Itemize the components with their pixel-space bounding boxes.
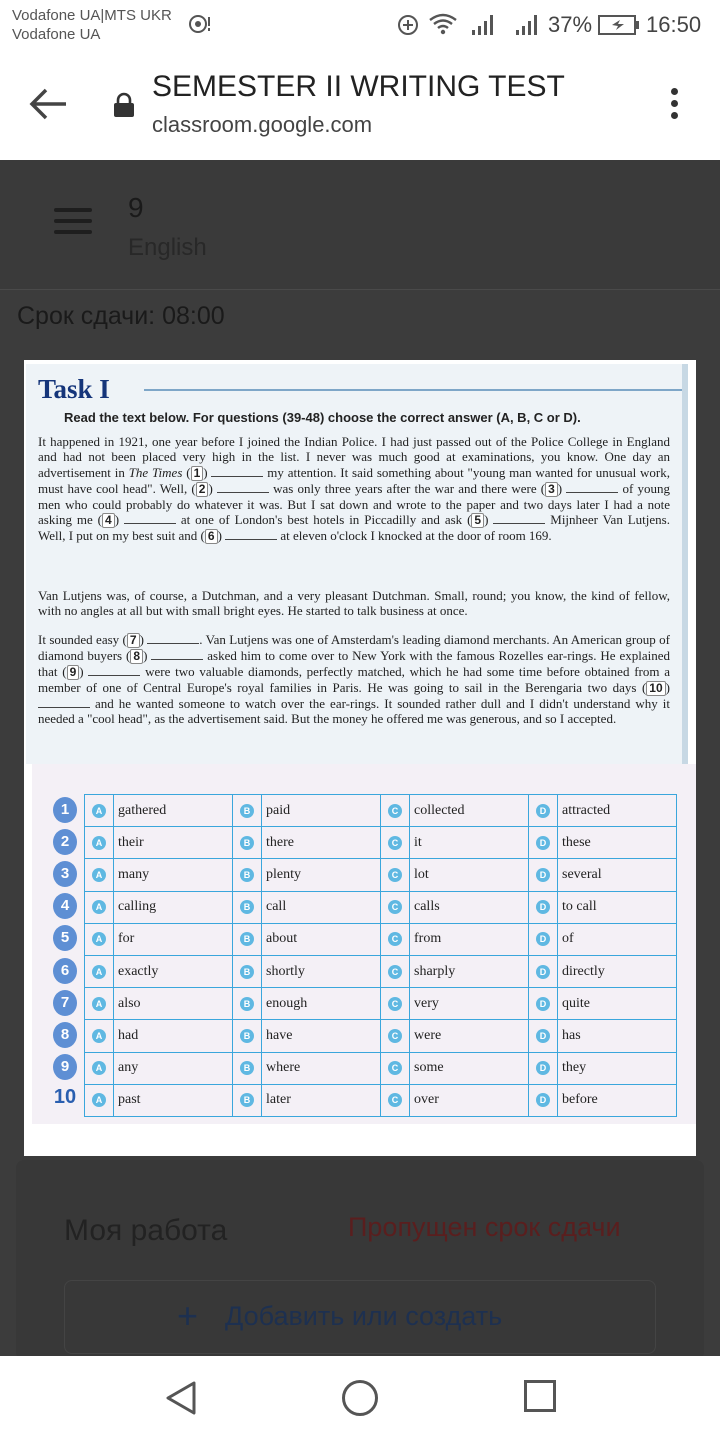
option-letter-badge: D xyxy=(536,868,550,882)
option-letter-badge: C xyxy=(388,836,402,850)
option-letter xyxy=(381,923,410,955)
option-letter xyxy=(381,1052,410,1084)
option-letter-badge: C xyxy=(388,1093,402,1107)
nav-recents-icon[interactable] xyxy=(524,1380,556,1412)
classroom-header xyxy=(0,160,720,290)
battery-percent: 37% xyxy=(548,12,593,37)
class-subject: English xyxy=(128,234,207,261)
option-letter-badge: A xyxy=(92,836,106,850)
plus-icon: + xyxy=(177,1295,199,1336)
status-bar xyxy=(0,0,720,50)
table-row xyxy=(85,1084,677,1116)
option-letter-badge: B xyxy=(240,965,254,979)
option-letter xyxy=(529,1084,558,1116)
option-text: paid xyxy=(262,795,381,827)
gap-number: 8 xyxy=(130,649,143,664)
answer-options-table xyxy=(32,764,696,1124)
option-text: collected xyxy=(410,795,529,827)
option-letter xyxy=(381,955,410,987)
option-letter-badge: B xyxy=(240,836,254,850)
table-row xyxy=(85,827,677,859)
question-number: 10 xyxy=(53,1086,77,1108)
option-text: for xyxy=(114,923,233,955)
add-or-create-label: Добавить или создать xyxy=(225,1301,503,1331)
option-text: before xyxy=(558,1084,677,1116)
option-letter-badge: C xyxy=(388,868,402,882)
question-number: 4 xyxy=(53,893,77,919)
option-text: directly xyxy=(558,955,677,987)
option-letter xyxy=(529,955,558,987)
gap-number: 1 xyxy=(191,466,204,481)
table-row xyxy=(85,988,677,1020)
option-text: several xyxy=(558,859,677,891)
option-letter xyxy=(85,923,114,955)
option-letter xyxy=(85,1052,114,1084)
nav-back-icon[interactable] xyxy=(164,1380,198,1416)
my-work-label: Моя работа xyxy=(64,1214,228,1247)
option-letter xyxy=(381,827,410,859)
question-number: 6 xyxy=(53,958,77,984)
gap-number: 4 xyxy=(102,513,115,528)
option-letter xyxy=(381,1084,410,1116)
option-letter xyxy=(529,923,558,955)
option-letter-badge: B xyxy=(240,868,254,882)
option-letter-badge: D xyxy=(536,997,550,1011)
gap-number: 2 xyxy=(196,482,209,497)
question-number: 1 xyxy=(53,797,77,823)
clock: 16:50 xyxy=(646,12,702,37)
task-text-page xyxy=(26,364,688,764)
option-letter xyxy=(85,891,114,923)
system-nav-bar xyxy=(0,1356,720,1440)
option-letter-badge: D xyxy=(536,900,550,914)
option-letter-badge: B xyxy=(240,1029,254,1043)
option-letter-badge: A xyxy=(92,1061,106,1075)
option-letter xyxy=(233,891,262,923)
option-letter-badge: C xyxy=(388,1061,402,1075)
data-saver-icon xyxy=(396,13,420,37)
option-letter xyxy=(233,988,262,1020)
option-text: some xyxy=(410,1052,529,1084)
option-letter-badge: A xyxy=(92,932,106,946)
paragraph-1: It happened in 1921, one year before I joined the Indian Police. I had just passed out of the Police College in England and had not been placed very high in the list. I never was much good at examinations, you know. One day an advertisement in The Times ( 1 ) my attention. It said something about "young man wanted for unusual work, must have cool head". Well, ( 2 ) was only three years after the war and there were ( 3 ) of young men who could probably do whatever it was. But I sat down and wrote to the paper and two days later I had a note asking me ( 4 ) at one of London's best hotels in Piccadilly and ask ( 5 ) Mijnheer Van Lutjens. Well, I put on my best suit and ( 6 ) at eleven o'clock I knocked at the door of room 169. xyxy=(38,434,671,543)
option-letter xyxy=(85,827,114,859)
signal-icon-2 xyxy=(514,12,542,36)
option-text: calls xyxy=(410,891,529,923)
carrier-line-2: Vodafone UA xyxy=(12,26,101,43)
option-text: later xyxy=(262,1084,381,1116)
battery-icon xyxy=(598,14,640,36)
question-number: 8 xyxy=(53,1022,77,1048)
option-text: have xyxy=(262,1020,381,1052)
question-number: 5 xyxy=(53,925,77,951)
option-text: calling xyxy=(114,891,233,923)
add-or-create-button[interactable] xyxy=(64,1280,656,1354)
wifi-icon xyxy=(428,12,458,36)
option-letter xyxy=(233,827,262,859)
option-letter xyxy=(85,795,114,827)
option-text: of xyxy=(558,923,677,955)
option-letter-badge: B xyxy=(240,997,254,1011)
option-text: these xyxy=(558,827,677,859)
option-text: gathered xyxy=(114,795,233,827)
option-text: it xyxy=(410,827,529,859)
option-text: attracted xyxy=(558,795,677,827)
option-letter xyxy=(233,923,262,955)
option-letter xyxy=(529,1052,558,1084)
due-date: Срок сдачи: 08:00 xyxy=(17,302,225,330)
option-letter xyxy=(381,1020,410,1052)
attachment-image[interactable] xyxy=(24,360,696,1156)
option-letter-badge: A xyxy=(92,1093,106,1107)
gap-number: 7 xyxy=(127,633,140,648)
paragraph-3: It sounded easy ( 7 ) . Van Lutjens was one of Amsterdam's leading diamond merchants. An American group of diamond buyers ( 8 ) asked him to come over to New York with the famous Rozelles ear-rings. He explained that ( 9 ) were two valuable diamonds, perfectly matched, which he had some time before obtained from a member of one of Central Europe's royal families in Paris. He was going to sail in the Berengaria two days ( 10 ) and he wanted someone to watch over the ear-rings. It sounded rather dull and I didn't understand why it needed a "cool head", as the advertisement said. But the money he offered me was generous, and so I accepted. xyxy=(38,632,670,727)
option-text: from xyxy=(410,923,529,955)
browser-toolbar xyxy=(0,50,720,160)
missed-status: Пропущен срок сдачи xyxy=(348,1212,621,1242)
option-text: shortly xyxy=(262,955,381,987)
option-letter xyxy=(85,988,114,1020)
option-letter-badge: D xyxy=(536,965,550,979)
option-letter xyxy=(85,1084,114,1116)
table-row xyxy=(85,1052,677,1084)
option-text: many xyxy=(114,859,233,891)
option-letter xyxy=(233,1084,262,1116)
option-letter-badge: A xyxy=(92,997,106,1011)
nfc-icon xyxy=(188,13,212,35)
option-letter-badge: B xyxy=(240,1093,254,1107)
option-letter-badge: A xyxy=(92,900,106,914)
option-letter-badge: D xyxy=(536,804,550,818)
question-number: 7 xyxy=(53,990,77,1016)
option-letter xyxy=(233,1020,262,1052)
gap-number: 10 xyxy=(646,681,665,696)
option-text: exactly xyxy=(114,955,233,987)
question-number: 2 xyxy=(53,829,77,855)
table-row xyxy=(85,891,677,923)
option-letter xyxy=(85,859,114,891)
option-letter xyxy=(85,1020,114,1052)
table-row xyxy=(85,859,677,891)
option-text: has xyxy=(558,1020,677,1052)
option-text: quite xyxy=(558,988,677,1020)
option-letter-badge: A xyxy=(92,1029,106,1043)
option-text: where xyxy=(262,1052,381,1084)
option-letter-badge: A xyxy=(92,804,106,818)
question-number: 9 xyxy=(53,1054,77,1080)
option-letter-badge: A xyxy=(92,868,106,882)
hamburger-menu-icon[interactable] xyxy=(54,208,92,238)
option-text: plenty xyxy=(262,859,381,891)
option-letter-badge: D xyxy=(536,932,550,946)
option-text: call xyxy=(262,891,381,923)
option-letter-badge: D xyxy=(536,1061,550,1075)
option-letter-badge: C xyxy=(388,804,402,818)
table-row xyxy=(85,1020,677,1052)
option-letter-badge: D xyxy=(536,836,550,850)
lock-icon[interactable] xyxy=(112,92,136,118)
page-url[interactable]: classroom.google.com xyxy=(152,112,373,137)
option-text: also xyxy=(114,988,233,1020)
option-letter-badge: C xyxy=(388,932,402,946)
option-letter-badge: B xyxy=(240,1061,254,1075)
table-row xyxy=(85,923,677,955)
more-menu-icon[interactable] xyxy=(662,84,686,124)
option-text: past xyxy=(114,1084,233,1116)
question-number: 3 xyxy=(53,861,77,887)
gap-number: 3 xyxy=(545,482,558,497)
option-letter xyxy=(381,891,410,923)
option-text: about xyxy=(262,923,381,955)
option-text: were xyxy=(410,1020,529,1052)
carrier-info xyxy=(12,6,172,44)
options-grid xyxy=(84,794,677,1117)
option-letter xyxy=(381,988,410,1020)
option-letter xyxy=(529,1020,558,1052)
option-letter xyxy=(529,891,558,923)
table-row xyxy=(85,795,677,827)
title-divider xyxy=(144,389,682,391)
table-row xyxy=(85,955,677,987)
gap-number: 5 xyxy=(471,513,484,528)
option-text: enough xyxy=(262,988,381,1020)
nav-home-icon[interactable] xyxy=(342,1380,378,1416)
carrier-line-1: Vodafone UA|MTS UKR xyxy=(12,7,172,24)
option-letter xyxy=(529,859,558,891)
option-letter-badge: D xyxy=(536,1029,550,1043)
option-letter xyxy=(529,795,558,827)
option-letter-badge: B xyxy=(240,804,254,818)
signal-icon-1 xyxy=(470,12,498,36)
task-instruction: Read the text below. For questions (39-48) choose the correct answer (A, B, C or D). xyxy=(64,410,581,425)
option-letter-badge: C xyxy=(388,997,402,1011)
option-text: lot xyxy=(410,859,529,891)
task-title: Task I xyxy=(38,374,110,404)
option-text: sharply xyxy=(410,955,529,987)
option-text: over xyxy=(410,1084,529,1116)
option-letter-badge: C xyxy=(388,1029,402,1043)
option-letter xyxy=(85,955,114,987)
option-text: their xyxy=(114,827,233,859)
option-letter-badge: A xyxy=(92,965,106,979)
option-letter xyxy=(529,988,558,1020)
option-letter-badge: D xyxy=(536,1093,550,1107)
option-text: they xyxy=(558,1052,677,1084)
option-letter xyxy=(381,859,410,891)
option-letter xyxy=(381,795,410,827)
gap-number: 9 xyxy=(67,665,80,680)
option-text: any xyxy=(114,1052,233,1084)
option-text: to call xyxy=(558,891,677,923)
option-letter xyxy=(233,955,262,987)
option-letter xyxy=(233,1052,262,1084)
back-arrow-icon[interactable] xyxy=(26,84,70,124)
option-letter-badge: B xyxy=(240,932,254,946)
option-text: there xyxy=(262,827,381,859)
option-text: had xyxy=(114,1020,233,1052)
option-letter xyxy=(233,859,262,891)
option-letter xyxy=(529,827,558,859)
class-number: 9 xyxy=(128,192,144,223)
option-letter xyxy=(233,795,262,827)
page-title[interactable]: SEMESTER II WRITING TEST xyxy=(152,70,565,103)
option-letter-badge: C xyxy=(388,965,402,979)
option-text: very xyxy=(410,988,529,1020)
gap-number: 6 xyxy=(205,529,218,544)
option-letter-badge: B xyxy=(240,900,254,914)
option-letter-badge: C xyxy=(388,900,402,914)
paragraph-2: Van Lutjens was, of course, a Dutchman, and a very pleasant Dutchman. Small, round; you know, the kind of fellow, with no angles at all but with small bright eyes. He started to talk business at once. xyxy=(38,588,670,619)
